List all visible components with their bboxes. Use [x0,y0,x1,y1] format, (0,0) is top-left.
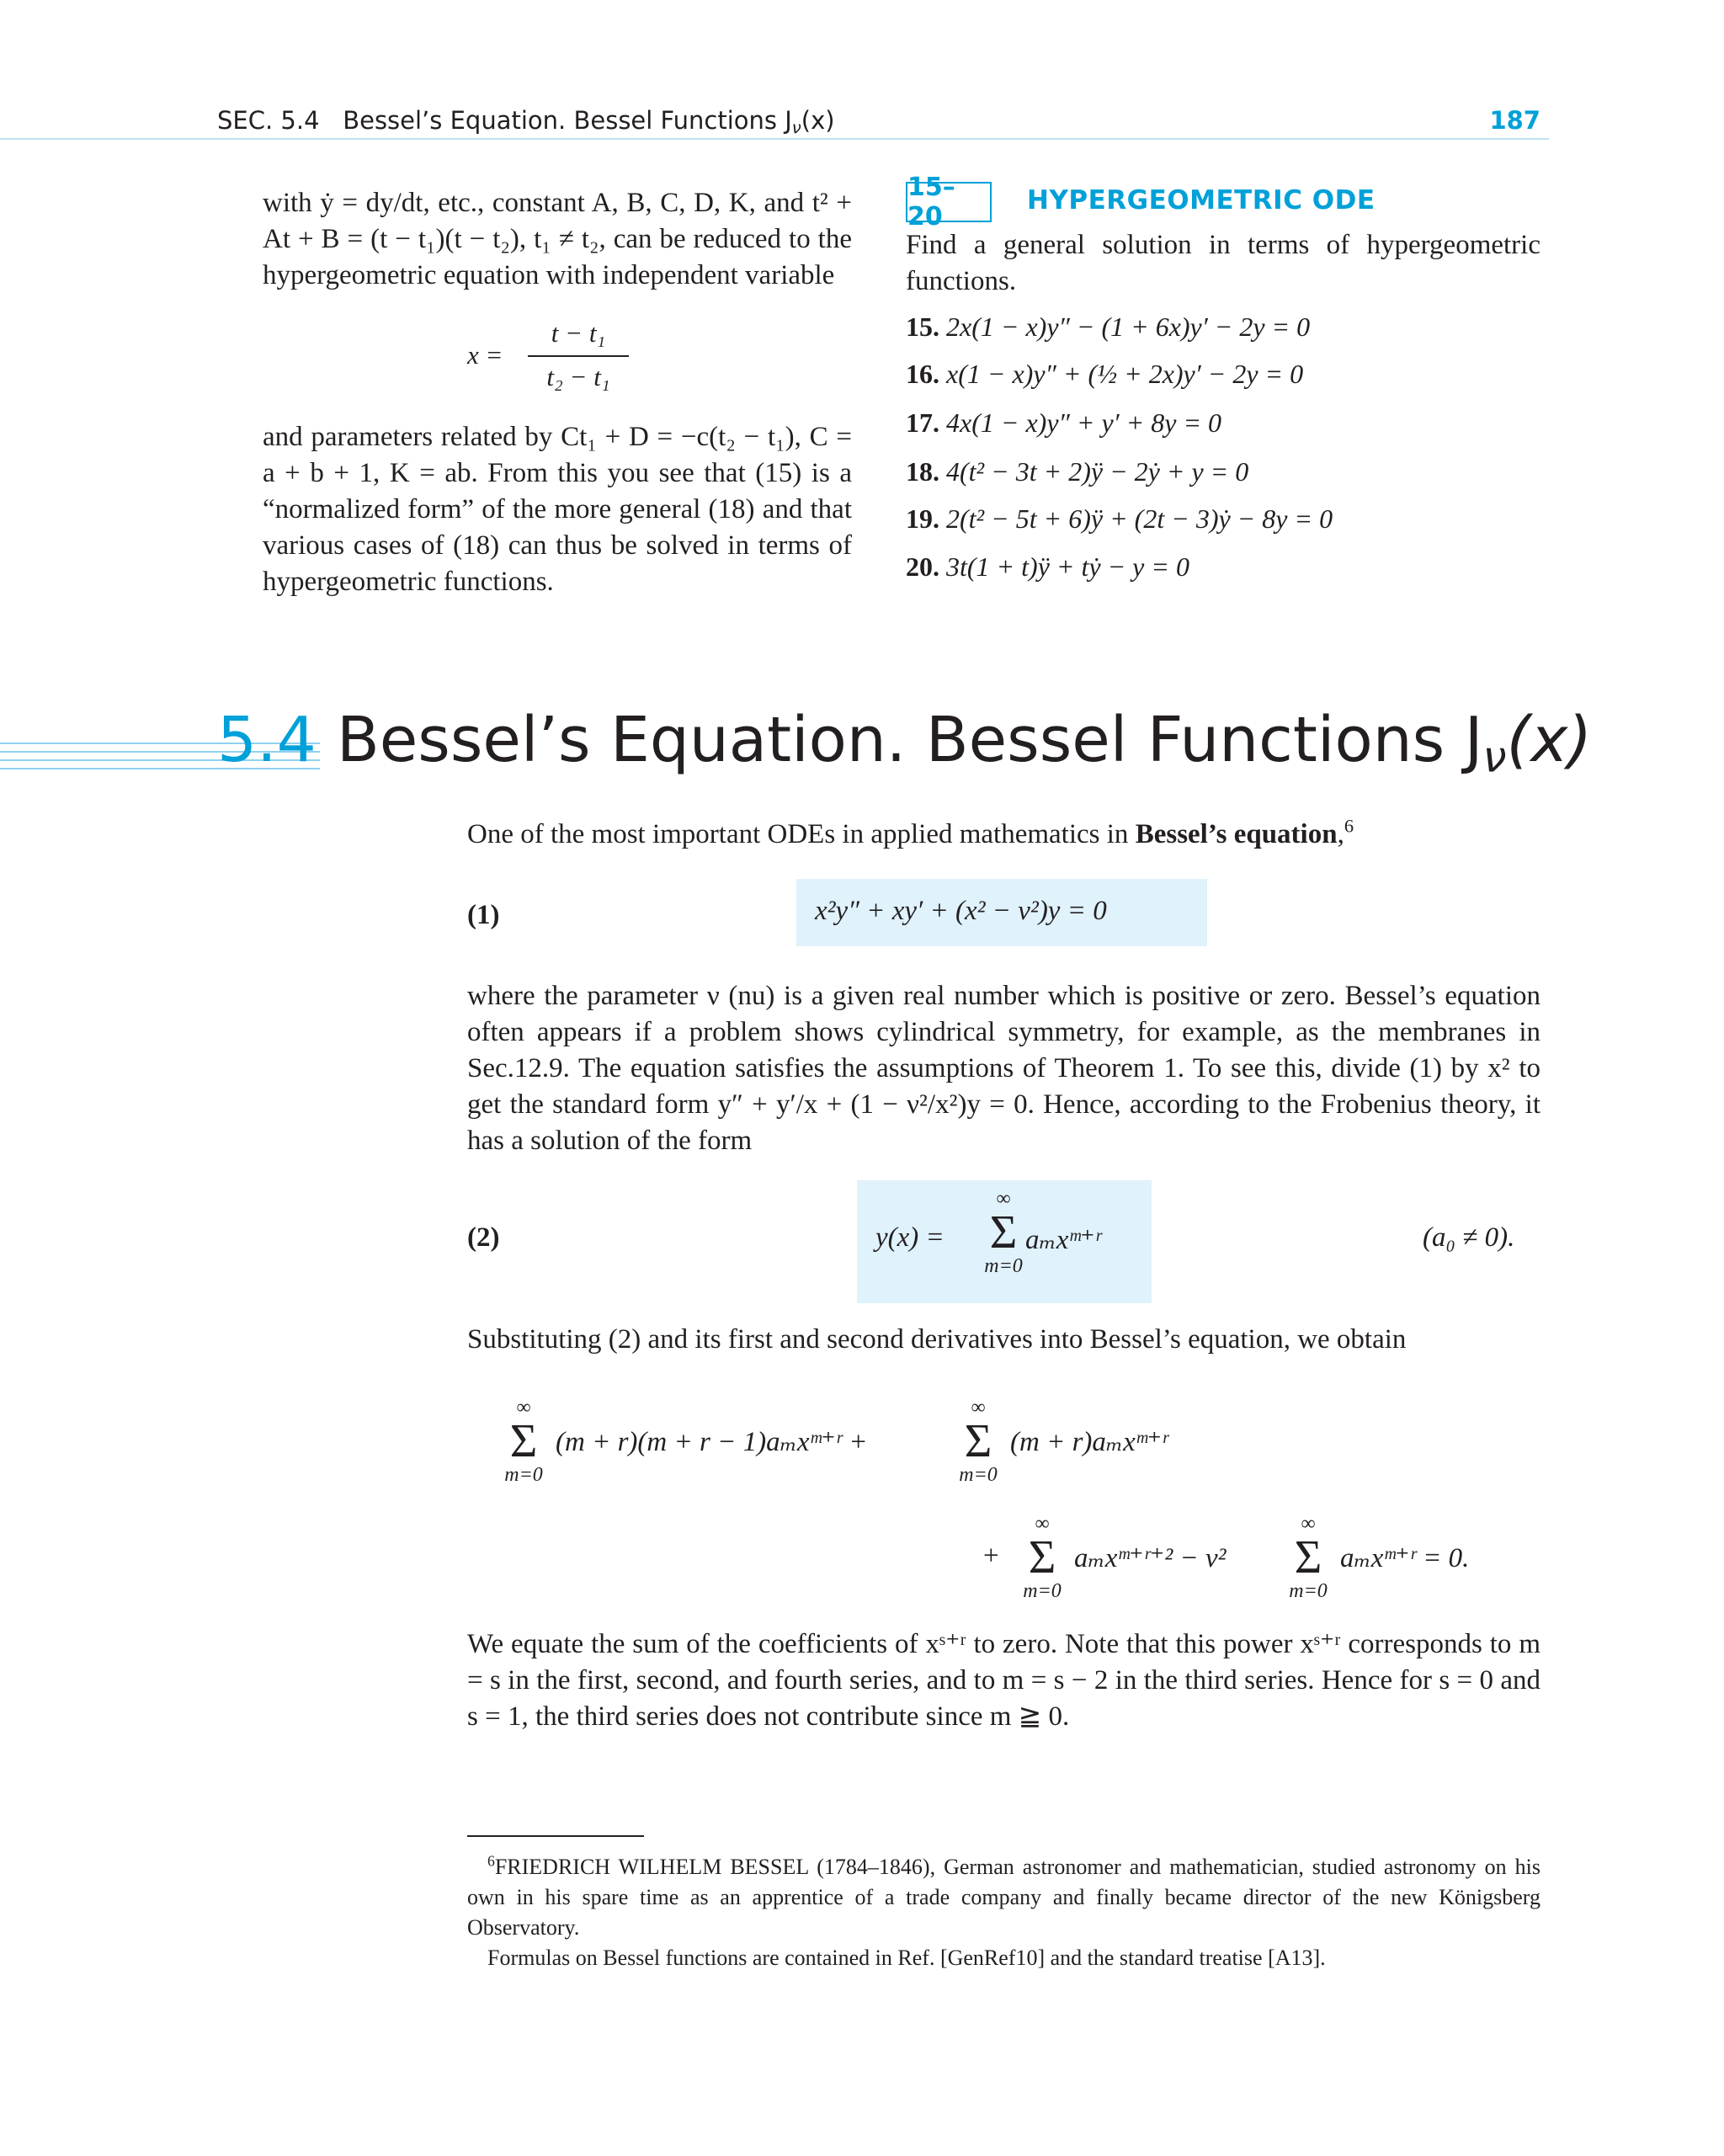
header-rule [0,138,1549,140]
problem-19 [906,503,1333,535]
footnote-number: 6 [487,1852,495,1870]
equation-2-condition: (a₀ ≠ 0). [1423,1222,1515,1253]
equation-1-label: (1) [467,900,500,930]
problem-equation: 4x(1 − x)y″ + y′ + 8y = 0 [946,407,1222,438]
header-section-title: Bessel’s Equation. Bessel Functions J [343,106,792,135]
summation-symbol: ∞ Σ m=0 [504,1397,543,1486]
problem-number: 15. [906,311,939,342]
problem-number: 18. [906,456,939,487]
problem-16 [906,359,1303,390]
paragraph-3: Substituting (2) and its first and second derivatives into Bessel’s equation, we obtain [467,1324,1407,1355]
fraction-denominator: t₂ − t₁ [546,362,610,391]
equation-1-box [796,879,1207,946]
footnote [467,1852,1540,1973]
problem-20 [906,551,1189,583]
footnote-text-1: FRIEDRICH WILHELM BESSEL (1784–1846), German astronomer and mathematician, studied astronomy on his own in his spare time as an apprentice of a trade company and finally became director of the new Königsberg Observatory. [467,1855,1540,1940]
series-term-4: aₘxᵐ⁺ʳ = 0. [1340,1543,1470,1573]
section-title [337,704,1593,782]
problem-equation: 4(t² − 3t + 2)ÿ − 2ẏ + y = 0 [946,456,1249,487]
problem-17 [906,407,1221,439]
equation-2-label: (2) [467,1222,500,1253]
intro-paragraph [467,817,1540,853]
series-term-2: (m + r)aₘxᵐ⁺ʳ [1010,1427,1168,1457]
problem-number: 16. [906,359,939,389]
running-header [217,106,1540,141]
equation-2-lhs: y(x) = [875,1222,944,1253]
problem-equation: 2x(1 − x)y″ − (1 + 6x)y′ − 2y = 0 [946,311,1311,342]
left-column-bottom-text: and parameters related by Ct₁ + D = −c(t₂ − t₁), C = a + b + 1, K = ab. From this you see that (15) is a “normalized form” of the more general (18) and that various cases of (18) can thus be solved in terms of hypergeometric functions. [263,422,852,597]
footnote-text-2: Formulas on Bessel functions are contained in Ref. [GenRef10] and the standard treatise [A13]. [487,1946,1326,1970]
intro-bold-term: Bessel’s equation [1135,819,1338,849]
summation-symbol: ∞ Σ m=0 [1023,1513,1062,1602]
problem-equation: 3t(1 + t)ÿ + tẏ − y = 0 [946,551,1189,582]
summation-symbol: ∞ Σ m=0 [1289,1513,1328,1602]
problem-18 [906,456,1248,487]
series-term-1: (m + r)(m + r − 1)aₘxᵐ⁺ʳ + [556,1427,868,1457]
left-column-top-text: with ẏ = dy/dt, etc., constant A, B, C, D, K, and t² + At + B = (t − t₁)(t − t₂), t₁ ≠ t₂, can be reduced to the hypergeometric equation with independent variable [263,188,852,290]
problem-number: 19. [906,503,939,534]
header-section-label: SEC. 5.4 [217,106,320,135]
header-title-arg: (x) [801,106,835,135]
page-number: 187 [1489,106,1540,135]
summation-symbol: ∞ Σ m=0 [984,1188,1023,1277]
fraction-bar [528,355,629,357]
series-term-3: aₘxᵐ⁺ʳ⁺² − ν² [1074,1543,1226,1573]
problem-number: 17. [906,407,939,438]
fraction-lhs: x = [467,340,503,370]
section-title-text: Bessel’s Equation. Bessel Functions J [337,704,1483,776]
equation-2-term: aₘxᵐ⁺ʳ [1025,1225,1101,1255]
paragraph-2: where the parameter ν (nu) is a given real number which is positive or zero. Bessel’s equation often appears if a problem shows cylindrical symmetry, for example, as the membranes in Sec.12.9. The equation satisfies the assumptions of Theorem 1. To see this, divide (1) by x² to get the standard form y″ + y′/x + (1 − ν²/x²)y = 0. Hence, according to the Frobenius theory, it has a solution of the form [467,981,1540,1156]
series-plus-sign: + [983,1541,999,1571]
problem-equation: x(1 − x)y″ + (½ + 2x)y′ − 2y = 0 [946,359,1304,389]
intro-post: , [1337,819,1344,849]
footnote-rule [467,1835,644,1837]
problem-set-intro: Find a general solution in terms of hypergeometric functions. [906,230,1540,296]
header-title-sub: ν [791,117,801,137]
problem-number: 20. [906,551,939,582]
problem-set-title: HYPERGEOMETRIC ODE [1027,185,1375,216]
fraction-equation [467,318,636,394]
section-title-sub: ν [1482,732,1507,782]
equation-2-box [857,1180,1152,1303]
footnote-paragraph-1 [467,1852,1540,1943]
footnote-mark: 6 [1344,815,1354,837]
summation-symbol: ∞ Σ m=0 [959,1397,998,1486]
intro-text: One of the most important ODEs in applied mathematics in [467,819,1136,849]
problem-range-box: 15–20 [906,182,992,222]
section-number: 5.4 [217,704,317,776]
equation-1: x²y″ + xy′ + (x² − ν²)y = 0 [815,896,1107,926]
fraction-numerator: t − t₁ [551,318,606,348]
problem-15 [906,311,1310,343]
section-title-arg: (x) [1506,704,1593,776]
problem-equation: 2(t² − 5t + 6)ÿ + (2t − 3)ẏ − 8y = 0 [946,503,1333,534]
paragraph-4: We equate the sum of the coefficients of xˢ⁺ʳ to zero. Note that this power xˢ⁺ʳ corresponds to m = s in the first, second, and fourth series, and to m = s − 2 in the third series. Hence for s = 0 and s = 1, the third series does not contribute since m ≧ 0. [467,1629,1540,1732]
